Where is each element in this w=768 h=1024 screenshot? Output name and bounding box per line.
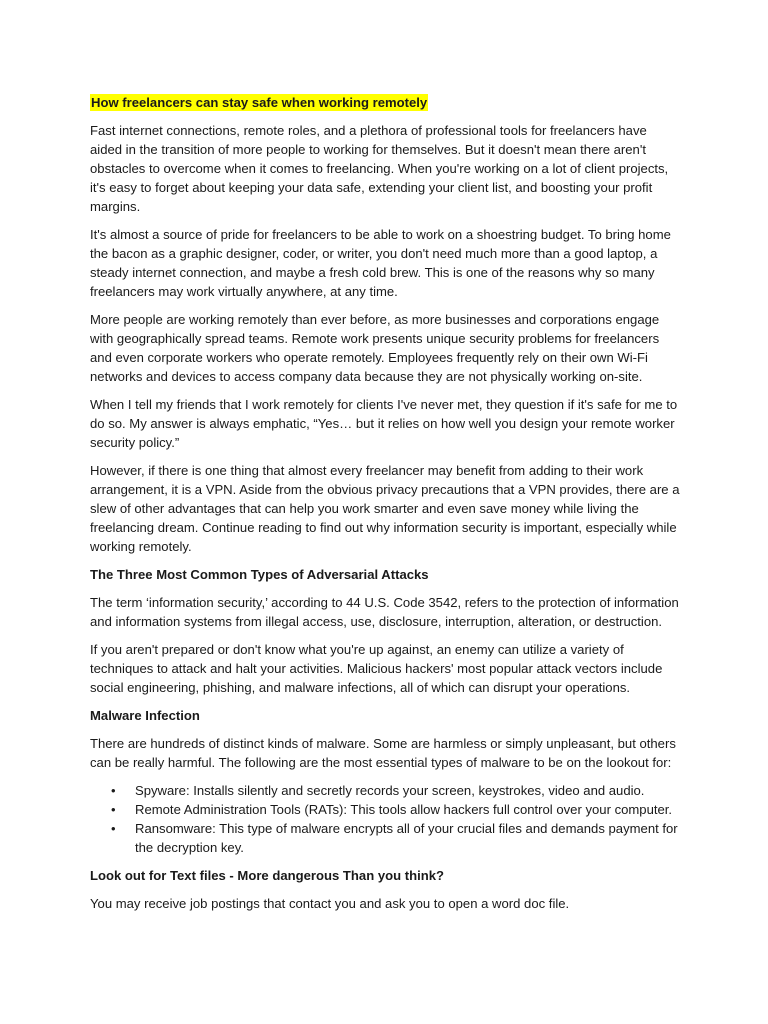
paragraph-information-security: The term ‘information security,’ according to 44 U.S. Code 3542, refers to the protection of information and information systems from illegal access, use, disclosure, interruption, alteration, or destruction.	[90, 595, 679, 629]
paragraph-word-doc: You may receive job postings that contact you and ask you to open a word doc file.	[90, 896, 570, 911]
paragraph-malware-types: There are hundreds of distinct kinds of malware. Some are harmless or simply unpleasant, but others can be really harmful. The following are the most essential types of malware to be on the lookout for:	[90, 736, 676, 770]
list-item	[111, 781, 680, 800]
list-item-text: Remote Administration Tools (RATs): This tools allow hackers full control over your computer.	[135, 802, 673, 817]
bullet-icon: •	[111, 821, 116, 836]
bullet-icon: •	[111, 783, 116, 798]
list-item-text: Ransomware: This type of malware encrypts all of your crucial files and demands payment for the decryption key.	[135, 821, 678, 855]
paragraph-3: More people are working remotely than ever before, as more businesses and corporations engage with geographically spread teams. Remote work presents unique security problems for freelancers and even corporate workers who operate remotely. Employees frequently rely on their own Wi-Fi networks and devices to access company data because they are not physically working on-site.	[90, 312, 660, 384]
highlighted-title-text: How freelancers can stay safe when working remotely	[91, 95, 428, 110]
paragraph-5: However, if there is one thing that almost every freelancer may benefit from adding to their work arrangement, it is a VPN. Aside from the obvious privacy precautions that a VPN provides, there are a slew of other advantages that can help you work smarter and even save money while living the freelancing dream. Continue reading to find out why information security is important, especially while working remotely.	[90, 463, 680, 554]
list-item-text: Spyware: Installs silently and secretly records your screen, keystrokes, video and audio.	[135, 783, 645, 798]
paragraph-attack-vectors: If you aren't prepared or don't know what you're up against, an enemy can utilize a variety of techniques to attack and halt your activities. Malicious hackers' most popular attack vectors include social engineering, phishing, and malware infections, all of which can disrupt your operations.	[90, 642, 663, 695]
bullet-icon: •	[111, 802, 116, 817]
section-heading-text-files: Look out for Text files - More dangerous Than you think?	[90, 868, 445, 883]
paragraph-2: It's almost a source of pride for freelancers to be able to work on a shoestring budget. To bring home the bacon as a graphic designer, coder, or writer, you don't need much more than a good laptop, a steady internet connection, and maybe a fresh cold brew. This is one of the reasons why so many freelancers may work virtually anywhere, at any time.	[90, 227, 671, 299]
section-heading-malware-infection: Malware Infection	[90, 708, 200, 723]
section-heading-adversarial-attacks: The Three Most Common Types of Adversarial Attacks	[90, 567, 429, 582]
list-item	[111, 819, 680, 857]
paragraph-4: When I tell my friends that I work remotely for clients I've never met, they question if it's safe for me to do so. My answer is always emphatic, “Yes… but it relies on how well you design your remote worker security policy.”	[90, 397, 678, 450]
malware-list	[90, 781, 680, 857]
document-title	[90, 93, 680, 112]
paragraph-1: Fast internet connections, remote roles, and a plethora of professional tools for freelancers have aided in the transition of more people to working for themselves. But it doesn't mean there aren't obstacles to overcome when it comes to freelancing. When you're working on a lot of client projects, it's easy to forget about keeping your data safe, extending your client list, and boosting your profit margins.	[90, 123, 669, 214]
list-item	[111, 800, 680, 819]
